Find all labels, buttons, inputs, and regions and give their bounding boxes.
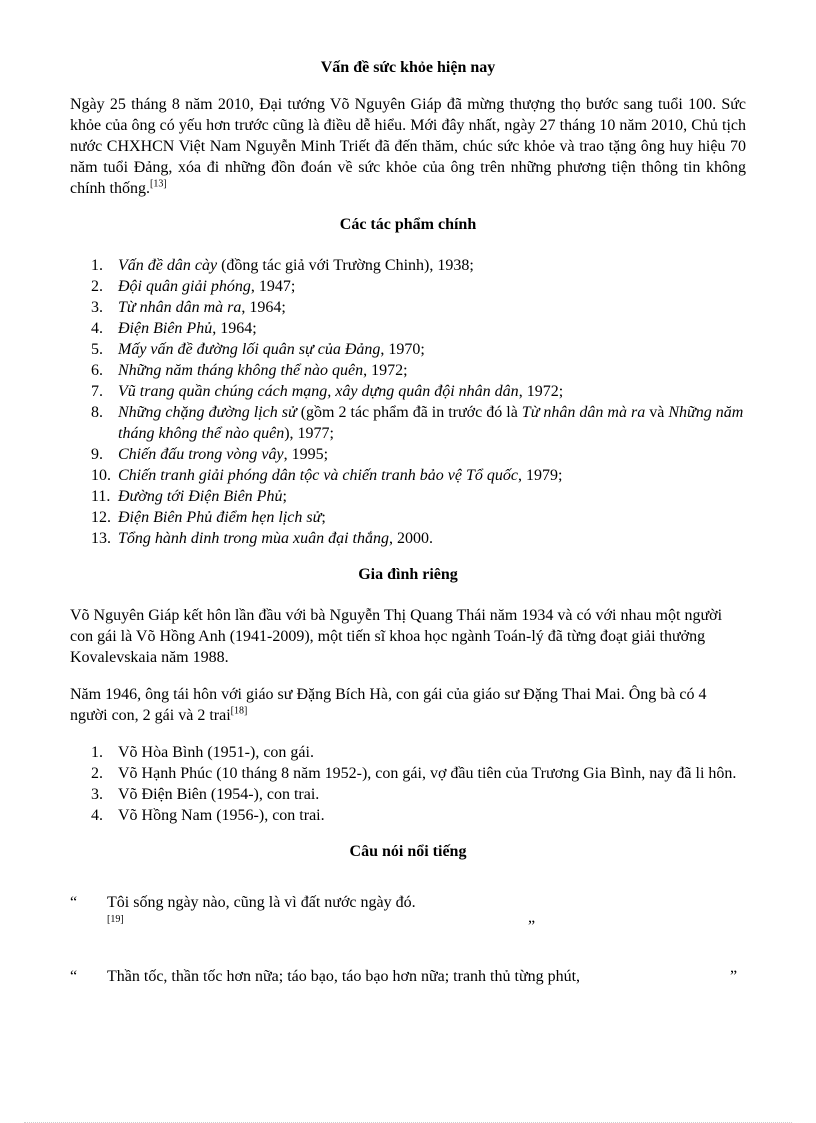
family-paragraph-2-text: Năm 1946, ông tái hôn với giáo sư Đặng Bích Hà, con gái của giáo sư Đặng Thai Mai. Ông bà có 4 người con, 2 gái và 2 trai bbox=[70, 686, 707, 724]
section-title-health: Vấn đề sức khỏe hiện nay bbox=[320, 59, 496, 76]
work-title[interactable]: Mấy vấn đề đường lối quân sự của Đảng bbox=[118, 341, 381, 358]
close-quote-mark: ” bbox=[730, 968, 738, 985]
list-item bbox=[70, 444, 746, 465]
close-quote-mark: ” bbox=[528, 918, 536, 935]
work-detail: ; bbox=[282, 488, 287, 505]
list-number: 7. bbox=[91, 383, 103, 400]
list-number: 9. bbox=[91, 446, 103, 463]
work-detail: , 1972; bbox=[518, 383, 564, 400]
work-title[interactable]: Từ nhân dân mà ra bbox=[118, 299, 242, 316]
work-detail: , 1970; bbox=[380, 341, 425, 358]
family-paragraph-2 bbox=[70, 684, 746, 726]
list-item bbox=[70, 784, 746, 805]
section-title-family: Gia đình riêng bbox=[358, 566, 458, 583]
children-list bbox=[70, 742, 746, 826]
child-entry: Võ Hồng Nam (1956-), con trai. bbox=[118, 807, 325, 824]
work-title[interactable]: Điện Biên Phủ điểm hẹn lịch sử bbox=[118, 509, 322, 526]
health-paragraph-text: Ngày 25 tháng 8 năm 2010, Đại tướng Võ Nguyên Giáp đã mừng thượng thọ bước sang tuổi 100. Sức khỏe của ông có yếu hơn trước cũng là điều dễ hiểu. Mới đây nhất, ngày 27 tháng 10 năm 2010, Chủ tịch nước CHXHCN Việt Nam Nguyễn Minh Triết đã đến thăm, chúc sức khỏe và trao tặng ông huy hiệu 70 năm tuổi Đảng, xóa đi những đồn đoán về sức khỏe của ông trên những phương tiện thông tin không chính thống. bbox=[70, 96, 746, 197]
list-number: 4. bbox=[91, 807, 103, 824]
family-paragraph-1: Võ Nguyên Giáp kết hôn lần đầu với bà Nguyễn Thị Quang Thái năm 1934 và có với nhau một người con gái là Võ Hồng Anh (1941-2009), một tiến sĩ khoa học ngành Toán-lý đã từng đoạt giải thưởng Kovalevskaia năm 1988. bbox=[70, 607, 723, 666]
work-detail: , 1972; bbox=[363, 362, 408, 379]
list-number: 1. bbox=[91, 744, 103, 761]
list-item bbox=[70, 297, 746, 318]
open-quote-mark: “ bbox=[70, 894, 78, 911]
list-item bbox=[70, 465, 746, 486]
list-item bbox=[70, 360, 746, 381]
work-detail: ; bbox=[321, 509, 326, 526]
work-title[interactable]: Điện Biên Phủ bbox=[118, 320, 213, 337]
quote-text-2: Thần tốc, thần tốc hơn nữa; táo bạo, táo bạo hơn nữa; tranh thủ từng phút, bbox=[107, 968, 581, 985]
quote-block-1 bbox=[70, 892, 746, 938]
work-title[interactable]: Đội quân giải phóng bbox=[118, 278, 251, 295]
list-number: 10. bbox=[91, 467, 111, 484]
work-detail: ), 1977; bbox=[284, 425, 334, 442]
work-title[interactable]: Vũ trang quần chúng cách mạng, xây dựng quân đội nhân dân bbox=[118, 383, 519, 400]
list-number: 5. bbox=[91, 341, 103, 358]
work-title[interactable]: Tổng hành dinh trong mùa xuân đại thắng bbox=[118, 530, 389, 547]
quote-text-1: Tôi sống ngày nào, cũng là vì đất nước ngày đó. bbox=[107, 894, 416, 911]
work-title[interactable]: Những chặng đường lịch sử bbox=[118, 404, 297, 421]
list-item bbox=[70, 339, 746, 360]
work-title-included[interactable]: Từ nhân dân mà ra bbox=[521, 404, 646, 421]
work-detail: và bbox=[645, 404, 669, 421]
section-title-quotes: Câu nói nổi tiếng bbox=[349, 843, 467, 860]
work-title[interactable]: Đường tới Điện Biên Phủ bbox=[118, 488, 283, 505]
citation-13[interactable]: [13] bbox=[150, 178, 167, 190]
list-item bbox=[70, 805, 746, 826]
work-title[interactable]: Vấn đề dân cày bbox=[118, 257, 218, 274]
list-number: 12. bbox=[91, 509, 111, 526]
work-title[interactable]: Những năm tháng không thể nào quên bbox=[118, 362, 364, 379]
work-title[interactable]: Chiến đấu trong vòng vây bbox=[118, 446, 284, 463]
child-entry: Võ Hòa Bình (1951-), con gái. bbox=[118, 744, 314, 761]
list-number: 3. bbox=[91, 299, 103, 316]
list-item bbox=[70, 381, 746, 402]
list-item bbox=[70, 763, 746, 784]
work-detail: (gồm 2 tác phẩm đã in trước đó là bbox=[296, 404, 522, 421]
list-number: 1. bbox=[91, 257, 103, 274]
list-item bbox=[70, 528, 746, 549]
open-quote-mark: “ bbox=[70, 968, 78, 985]
list-number: 4. bbox=[91, 320, 103, 337]
list-number: 2. bbox=[91, 765, 103, 782]
document-page bbox=[70, 58, 746, 987]
health-paragraph bbox=[70, 94, 746, 199]
works-list bbox=[70, 255, 746, 549]
list-item bbox=[70, 486, 746, 507]
list-item bbox=[70, 742, 746, 763]
work-detail: , 1947; bbox=[250, 278, 296, 295]
work-detail: (đồng tác giả với Trường Chinh), 1938; bbox=[217, 257, 474, 274]
work-title[interactable]: Chiến tranh giải phóng dân tộc và chiến tranh bảo vệ Tổ quốc bbox=[118, 467, 518, 484]
list-number: 11. bbox=[91, 488, 111, 505]
list-item bbox=[70, 318, 746, 339]
work-detail: , 1995; bbox=[283, 446, 329, 463]
list-number: 13. bbox=[91, 530, 111, 547]
list-item bbox=[70, 255, 746, 276]
list-item bbox=[70, 507, 746, 528]
citation-18[interactable]: [18] bbox=[230, 705, 248, 717]
list-item bbox=[70, 402, 746, 444]
work-detail: , 1964; bbox=[241, 299, 286, 316]
child-entry: Võ Hạnh Phúc (10 tháng 8 năm 1952-), con gái, vợ đầu tiên của Trương Gia Bình, nay đã li hôn. bbox=[118, 765, 737, 782]
quote-block-2 bbox=[70, 966, 746, 987]
work-detail: , 1979; bbox=[517, 467, 563, 484]
work-title-included[interactable]: Những năm tháng không thể nào quên bbox=[118, 404, 744, 442]
child-entry: Võ Điện Biên (1954-), con trai. bbox=[118, 786, 320, 803]
work-detail: , 2000. bbox=[388, 530, 433, 547]
list-number: 6. bbox=[91, 362, 103, 379]
list-number: 2. bbox=[91, 278, 103, 295]
work-detail: , 1964; bbox=[212, 320, 257, 337]
citation-19[interactable]: [19] bbox=[107, 914, 124, 925]
list-number: 3. bbox=[91, 786, 103, 803]
list-item bbox=[70, 276, 746, 297]
list-number: 8. bbox=[91, 404, 103, 421]
section-title-works: Các tác phẩm chính bbox=[339, 216, 477, 233]
